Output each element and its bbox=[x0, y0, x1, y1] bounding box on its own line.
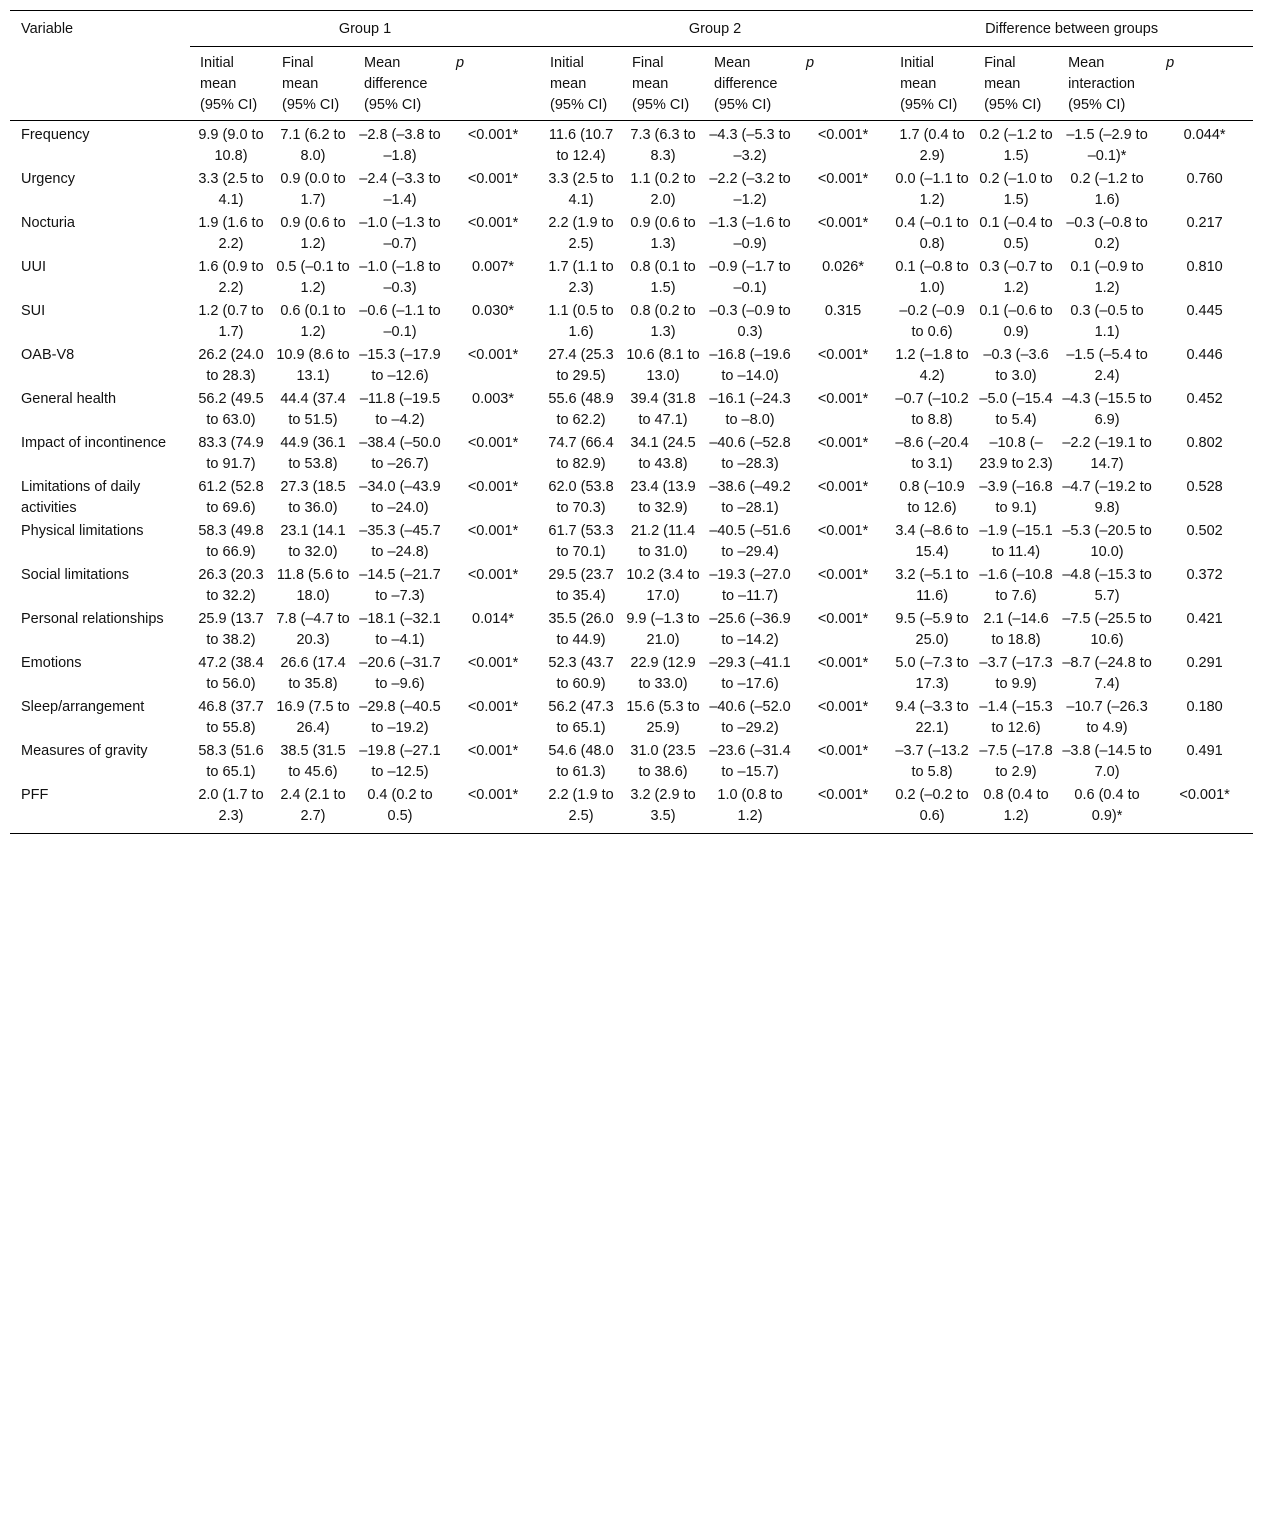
cell-g2-diff: –29.3 (–41.1 to –17.6) bbox=[709, 655, 791, 692]
cell-g2-p: <0.001* bbox=[817, 215, 869, 231]
cell-g2-p: 0.315 bbox=[824, 303, 862, 319]
cell-g2-final: 0.8 (0.1 to 1.5) bbox=[630, 259, 696, 296]
cell-g1-initial: 3.3 (2.5 to 4.1) bbox=[198, 171, 264, 208]
cell-g1-diff: –38.4 (–50.0 to –26.7) bbox=[359, 435, 441, 472]
cell-g1-p: <0.001* bbox=[467, 699, 519, 715]
row-label: Social limitations bbox=[21, 567, 129, 583]
header-g2-initial: Initial mean (95% CI) bbox=[550, 55, 608, 113]
cell-d-initial: 5.0 (–7.3 to 17.3) bbox=[895, 655, 969, 692]
cell-g2-diff: –40.6 (–52.8 to –28.3) bbox=[709, 435, 791, 472]
cell-g2-initial: 2.2 (1.9 to 2.5) bbox=[548, 215, 614, 252]
cell-d-interaction: 0.3 (–0.5 to 1.1) bbox=[1070, 303, 1144, 340]
row-label: Urgency bbox=[21, 171, 75, 187]
cell-g2-final: 9.9 (–1.3 to 21.0) bbox=[626, 611, 700, 648]
cell-g1-diff: –2.4 (–3.3 to –1.4) bbox=[359, 171, 441, 208]
cell-g2-p: 0.026* bbox=[822, 259, 865, 275]
cell-g2-final: 21.2 (11.4 to 31.0) bbox=[630, 523, 696, 560]
row-label: Nocturia bbox=[21, 215, 75, 231]
table-row bbox=[10, 169, 1253, 213]
cell-g2-initial: 74.7 (66.4 to 82.9) bbox=[548, 435, 614, 472]
cell-g1-initial: 46.8 (37.7 to 55.8) bbox=[198, 699, 264, 736]
cell-d-p: 0.445 bbox=[1186, 303, 1223, 319]
cell-g1-p: 0.030* bbox=[472, 303, 514, 319]
cell-g2-initial: 35.5 (26.0 to 44.9) bbox=[548, 611, 614, 648]
cell-g1-p: <0.001* bbox=[467, 787, 519, 803]
results-table bbox=[10, 10, 1253, 834]
table-row bbox=[10, 565, 1253, 609]
cell-g2-final: 1.1 (0.2 to 2.0) bbox=[630, 171, 696, 208]
header-row-groups bbox=[10, 11, 1253, 47]
cell-g2-initial: 29.5 (23.7 to 35.4) bbox=[548, 567, 614, 604]
cell-d-final: –5.0 (–15.4 to 5.4) bbox=[979, 391, 1053, 428]
cell-g2-final: 0.9 (0.6 to 1.3) bbox=[630, 215, 696, 252]
table-row bbox=[10, 213, 1253, 257]
row-label: Measures of gravity bbox=[21, 743, 148, 759]
cell-g2-final: 34.1 (24.5 to 43.8) bbox=[630, 435, 696, 472]
header-d-initial: Initial mean (95% CI) bbox=[900, 55, 958, 113]
cell-g2-initial: 1.7 (1.1 to 2.3) bbox=[548, 259, 614, 296]
cell-g1-diff: –15.3 (–17.9 to –12.6) bbox=[359, 347, 441, 384]
header-d-final: Final mean (95% CI) bbox=[984, 55, 1042, 113]
cell-d-p: 0.421 bbox=[1186, 611, 1223, 627]
cell-g2-diff: 1.0 (0.8 to 1.2) bbox=[717, 787, 783, 824]
cell-d-p: 0.180 bbox=[1186, 699, 1223, 715]
row-label: General health bbox=[21, 391, 117, 407]
cell-d-interaction: 0.2 (–1.2 to 1.6) bbox=[1070, 171, 1144, 208]
cell-d-initial: –0.2 (–0.9 to 0.6) bbox=[899, 303, 965, 340]
cell-d-initial: 1.2 (–1.8 to 4.2) bbox=[895, 347, 969, 384]
cell-g1-diff: –2.8 (–3.8 to –1.8) bbox=[359, 127, 441, 164]
cell-d-interaction: –4.7 (–19.2 to 9.8) bbox=[1062, 479, 1152, 516]
cell-d-p: 0.802 bbox=[1186, 435, 1223, 451]
row-label: Impact of incontinence bbox=[21, 435, 167, 451]
cell-g1-final: 44.9 (36.1 to 53.8) bbox=[280, 435, 346, 472]
cell-g2-diff: –0.3 (–0.9 to 0.3) bbox=[709, 303, 791, 340]
cell-g1-diff: –1.0 (–1.8 to –0.3) bbox=[359, 259, 441, 296]
cell-d-interaction: –1.5 (–5.4 to 2.4) bbox=[1066, 347, 1148, 384]
cell-d-p: 0.372 bbox=[1186, 567, 1223, 583]
cell-d-initial: –0.7 (–10.2 to 8.8) bbox=[895, 391, 969, 428]
cell-g1-p: 0.007* bbox=[472, 259, 514, 275]
table-row bbox=[10, 741, 1253, 785]
cell-g2-initial: 27.4 (25.3 to 29.5) bbox=[548, 347, 614, 384]
cell-g2-diff: –1.3 (–1.6 to –0.9) bbox=[709, 215, 791, 252]
cell-d-interaction: –2.2 (–19.1 to 14.7) bbox=[1062, 435, 1152, 472]
header-variable: Variable bbox=[21, 21, 74, 37]
cell-d-initial: 3.4 (–8.6 to 15.4) bbox=[895, 523, 969, 560]
cell-g1-diff: –14.5 (–21.7 to –7.3) bbox=[359, 567, 441, 604]
cell-g1-final: 0.9 (0.6 to 1.2) bbox=[280, 215, 346, 252]
cell-g1-p: <0.001* bbox=[467, 215, 519, 231]
cell-g1-initial: 1.2 (0.7 to 1.7) bbox=[198, 303, 264, 340]
table-row bbox=[10, 257, 1253, 301]
cell-d-interaction: 0.6 (0.4 to 0.9)* bbox=[1074, 787, 1140, 824]
cell-d-initial: 3.2 (–5.1 to 11.6) bbox=[895, 567, 969, 604]
cell-g1-p: 0.003* bbox=[472, 391, 514, 407]
cell-g2-diff: –16.8 (–19.6 to –14.0) bbox=[709, 347, 791, 384]
cell-g1-p: <0.001* bbox=[467, 127, 519, 143]
cell-g2-final: 7.3 (6.3 to 8.3) bbox=[630, 127, 696, 164]
cell-d-p: <0.001* bbox=[1179, 787, 1230, 803]
cell-g1-final: 10.9 (8.6 to 13.1) bbox=[276, 347, 350, 384]
cell-d-p: 0.491 bbox=[1186, 743, 1223, 759]
results-table-container bbox=[10, 10, 1253, 834]
cell-g1-p: <0.001* bbox=[467, 523, 519, 539]
cell-d-p: 0.291 bbox=[1186, 655, 1223, 671]
cell-g1-final: 0.5 (–0.1 to 1.2) bbox=[276, 259, 350, 296]
table-row bbox=[10, 477, 1253, 521]
table-row bbox=[10, 301, 1253, 345]
cell-g1-final: 23.1 (14.1 to 32.0) bbox=[280, 523, 346, 560]
cell-g2-p: <0.001* bbox=[817, 435, 869, 451]
table-row bbox=[10, 345, 1253, 389]
cell-g1-p: <0.001* bbox=[467, 655, 519, 671]
cell-g2-initial: 3.3 (2.5 to 4.1) bbox=[548, 171, 614, 208]
cell-g1-final: 2.4 (2.1 to 2.7) bbox=[280, 787, 346, 824]
table-row bbox=[10, 121, 1253, 170]
cell-g1-final: 16.9 (7.5 to 26.4) bbox=[276, 699, 350, 736]
row-label: Physical limitations bbox=[21, 523, 144, 539]
cell-g1-initial: 61.2 (52.8 to 69.6) bbox=[198, 479, 264, 516]
cell-d-initial: 0.2 (–0.2 to 0.6) bbox=[895, 787, 969, 824]
cell-g2-initial: 62.0 (53.8 to 70.3) bbox=[548, 479, 614, 516]
cell-g1-initial: 9.9 (9.0 to 10.8) bbox=[198, 127, 264, 164]
cell-d-final: –0.3 (–3.6 to 3.0) bbox=[983, 347, 1049, 384]
cell-g1-final: 44.4 (37.4 to 51.5) bbox=[280, 391, 346, 428]
table-row bbox=[10, 785, 1253, 834]
header-group-1: Group 1 bbox=[190, 11, 540, 47]
header-d-interaction: Mean interaction (95% CI) bbox=[1068, 55, 1135, 113]
header-g2-final: Final mean (95% CI) bbox=[632, 55, 690, 113]
cell-g2-diff: –25.6 (–36.9 to –14.2) bbox=[709, 611, 791, 648]
cell-g2-p: <0.001* bbox=[817, 479, 869, 495]
cell-d-initial: 9.4 (–3.3 to 22.1) bbox=[895, 699, 969, 736]
cell-g2-initial: 55.6 (48.9 to 62.2) bbox=[548, 391, 614, 428]
cell-d-initial: –3.7 (–13.2 to 5.8) bbox=[895, 743, 969, 780]
cell-g2-initial: 61.7 (53.3 to 70.1) bbox=[548, 523, 614, 560]
header-g1-p: p bbox=[456, 55, 465, 71]
cell-d-interaction: –3.8 (–14.5 to 7.0) bbox=[1062, 743, 1152, 780]
row-label: PFF bbox=[21, 787, 49, 803]
cell-g2-initial: 11.6 (10.7 to 12.4) bbox=[548, 127, 614, 164]
cell-g1-p: <0.001* bbox=[467, 743, 519, 759]
cell-d-p: 0.810 bbox=[1186, 259, 1223, 275]
row-label: Limitations of daily activities bbox=[21, 479, 141, 516]
row-label: UUI bbox=[21, 259, 46, 275]
header-g2-diff: Mean difference (95% CI) bbox=[714, 55, 778, 113]
cell-g1-initial: 26.2 (24.0 to 28.3) bbox=[198, 347, 264, 384]
cell-g2-diff: –40.6 (–52.0 to –29.2) bbox=[709, 699, 791, 736]
cell-g1-p: <0.001* bbox=[467, 347, 519, 363]
cell-d-p: 0.502 bbox=[1186, 523, 1223, 539]
cell-g1-final: 0.9 (0.0 to 1.7) bbox=[280, 171, 346, 208]
cell-g1-initial: 1.9 (1.6 to 2.2) bbox=[198, 215, 264, 252]
cell-d-initial: 1.7 (0.4 to 2.9) bbox=[899, 127, 965, 164]
cell-d-interaction: –1.5 (–2.9 to –0.1)* bbox=[1066, 127, 1148, 164]
cell-d-final: 0.1 (–0.6 to 0.9) bbox=[979, 303, 1053, 340]
cell-g1-diff: –29.8 (–40.5 to –19.2) bbox=[359, 699, 441, 736]
cell-g2-diff: –2.2 (–3.2 to –1.2) bbox=[709, 171, 791, 208]
cell-g1-final: 7.1 (6.2 to 8.0) bbox=[280, 127, 346, 164]
cell-d-final: –10.8 (–23.9 to 2.3) bbox=[979, 435, 1053, 472]
cell-g1-p: <0.001* bbox=[467, 567, 519, 583]
cell-g1-final: 27.3 (18.5 to 36.0) bbox=[280, 479, 346, 516]
cell-d-p: 0.044* bbox=[1183, 127, 1226, 143]
cell-d-final: –1.4 (–15.3 to 12.6) bbox=[979, 699, 1053, 736]
cell-g2-initial: 52.3 (43.7 to 60.9) bbox=[548, 655, 614, 692]
cell-g2-diff: –4.3 (–5.3 to –3.2) bbox=[709, 127, 791, 164]
cell-d-initial: –8.6 (–20.4 to 3.1) bbox=[895, 435, 969, 472]
cell-d-final: 2.1 (–14.6 to 18.8) bbox=[983, 611, 1049, 648]
row-label: Sleep/arrangement bbox=[21, 699, 145, 715]
cell-d-final: 0.2 (–1.0 to 1.5) bbox=[979, 171, 1053, 208]
cell-g1-p: <0.001* bbox=[467, 479, 519, 495]
cell-d-final: –1.6 (–10.8 to 7.6) bbox=[979, 567, 1053, 604]
cell-g1-final: 38.5 (31.5 to 45.6) bbox=[280, 743, 346, 780]
cell-d-final: –3.7 (–17.3 to 9.9) bbox=[979, 655, 1053, 692]
header-g1-initial: Initial mean (95% CI) bbox=[200, 55, 258, 113]
cell-g2-initial: 2.2 (1.9 to 2.5) bbox=[548, 787, 614, 824]
cell-d-initial: 0.1 (–0.8 to 1.0) bbox=[895, 259, 969, 296]
cell-g2-final: 31.0 (23.5 to 38.6) bbox=[630, 743, 696, 780]
cell-d-interaction: –7.5 (–25.5 to 10.6) bbox=[1062, 611, 1152, 648]
cell-d-interaction: –8.7 (–24.8 to 7.4) bbox=[1062, 655, 1152, 692]
cell-g2-p: <0.001* bbox=[817, 611, 869, 627]
cell-g2-final: 22.9 (12.9 to 33.0) bbox=[630, 655, 696, 692]
cell-d-p: 0.528 bbox=[1186, 479, 1223, 495]
cell-d-interaction: –0.3 (–0.8 to 0.2) bbox=[1066, 215, 1148, 252]
cell-g1-initial: 25.9 (13.7 to 38.2) bbox=[198, 611, 264, 648]
cell-g2-final: 10.2 (3.4 to 17.0) bbox=[626, 567, 700, 604]
cell-g2-diff: –16.1 (–24.3 to –8.0) bbox=[709, 391, 791, 428]
cell-g1-initial: 58.3 (49.8 to 66.9) bbox=[198, 523, 264, 560]
cell-d-interaction: –5.3 (–20.5 to 10.0) bbox=[1062, 523, 1152, 560]
cell-d-initial: 9.5 (–5.9 to 25.0) bbox=[895, 611, 969, 648]
cell-g1-diff: –35.3 (–45.7 to –24.8) bbox=[359, 523, 441, 560]
cell-g2-p: <0.001* bbox=[817, 743, 869, 759]
cell-g2-p: <0.001* bbox=[817, 347, 869, 363]
cell-g2-diff: –38.6 (–49.2 to –28.1) bbox=[709, 479, 791, 516]
cell-d-initial: 0.8 (–10.9 to 12.6) bbox=[899, 479, 965, 516]
row-label: Personal relationships bbox=[21, 611, 164, 627]
cell-g1-initial: 47.2 (38.4 to 56.0) bbox=[198, 655, 264, 692]
cell-g1-initial: 83.3 (74.9 to 91.7) bbox=[198, 435, 264, 472]
cell-g2-initial: 54.6 (48.0 to 61.3) bbox=[548, 743, 614, 780]
cell-g2-p: <0.001* bbox=[817, 391, 869, 407]
cell-g1-diff: –18.1 (–32.1 to –4.1) bbox=[359, 611, 441, 648]
cell-g2-diff: –23.6 (–31.4 to –15.7) bbox=[709, 743, 791, 780]
cell-g1-initial: 2.0 (1.7 to 2.3) bbox=[198, 787, 264, 824]
table-row bbox=[10, 697, 1253, 741]
cell-g1-final: 7.8 (–4.7 to 20.3) bbox=[276, 611, 350, 648]
header-d-p: p bbox=[1166, 55, 1175, 71]
cell-g2-final: 15.6 (5.3 to 25.9) bbox=[626, 699, 700, 736]
table-row bbox=[10, 389, 1253, 433]
table-row bbox=[10, 433, 1253, 477]
cell-d-p: 0.452 bbox=[1186, 391, 1223, 407]
cell-g2-p: <0.001* bbox=[817, 523, 869, 539]
cell-d-final: 0.3 (–0.7 to 1.2) bbox=[979, 259, 1053, 296]
header-group-2: Group 2 bbox=[540, 11, 890, 47]
row-label: SUI bbox=[21, 303, 46, 319]
cell-g1-initial: 26.3 (20.3 to 32.2) bbox=[198, 567, 264, 604]
cell-g1-diff: –0.6 (–1.1 to –0.1) bbox=[359, 303, 441, 340]
cell-g2-p: <0.001* bbox=[817, 567, 869, 583]
cell-d-final: –7.5 (–17.8 to 2.9) bbox=[979, 743, 1053, 780]
cell-g1-diff: 0.4 (0.2 to 0.5) bbox=[367, 787, 433, 824]
table-row bbox=[10, 521, 1253, 565]
cell-g1-diff: –20.6 (–31.7 to –9.6) bbox=[359, 655, 441, 692]
cell-d-interaction: –4.3 (–15.5 to 6.9) bbox=[1062, 391, 1152, 428]
cell-d-p: 0.217 bbox=[1186, 215, 1223, 231]
row-label: OAB-V8 bbox=[21, 347, 75, 363]
cell-d-final: –3.9 (–16.8 to 9.1) bbox=[979, 479, 1053, 516]
cell-g1-p: 0.014* bbox=[472, 611, 514, 627]
cell-g1-diff: –1.0 (–1.3 to –0.7) bbox=[359, 215, 441, 252]
cell-g1-p: <0.001* bbox=[467, 435, 519, 451]
cell-g1-initial: 58.3 (51.6 to 65.1) bbox=[198, 743, 264, 780]
cell-d-p: 0.760 bbox=[1186, 171, 1223, 187]
cell-g2-final: 3.2 (2.9 to 3.5) bbox=[630, 787, 696, 824]
cell-d-interaction: –10.7 (–26.3 to 4.9) bbox=[1066, 699, 1148, 736]
cell-g2-final: 10.6 (8.1 to 13.0) bbox=[626, 347, 700, 384]
cell-g2-p: <0.001* bbox=[817, 127, 869, 143]
cell-g1-diff: –19.8 (–27.1 to –12.5) bbox=[359, 743, 441, 780]
cell-d-interaction: –4.8 (–15.3 to 5.7) bbox=[1062, 567, 1152, 604]
cell-d-final: 0.1 (–0.4 to 0.5) bbox=[979, 215, 1053, 252]
cell-g2-p: <0.001* bbox=[817, 699, 869, 715]
cell-d-p: 0.446 bbox=[1186, 347, 1223, 363]
cell-g1-initial: 1.6 (0.9 to 2.2) bbox=[198, 259, 264, 296]
header-g1-diff: Mean difference (95% CI) bbox=[364, 55, 428, 113]
cell-g1-diff: –34.0 (–43.9 to –24.0) bbox=[359, 479, 441, 516]
cell-g2-diff: –19.3 (–27.0 to –11.7) bbox=[709, 567, 791, 604]
cell-g1-final: 0.6 (0.1 to 1.2) bbox=[280, 303, 346, 340]
header-row-columns bbox=[10, 47, 1253, 121]
cell-g2-final: 39.4 (31.8 to 47.1) bbox=[630, 391, 696, 428]
cell-d-interaction: 0.1 (–0.9 to 1.2) bbox=[1070, 259, 1144, 296]
cell-g1-p: <0.001* bbox=[467, 171, 519, 187]
header-g2-p: p bbox=[806, 55, 815, 71]
cell-d-initial: 0.4 (–0.1 to 0.8) bbox=[895, 215, 969, 252]
row-label: Emotions bbox=[21, 655, 82, 671]
cell-g1-initial: 56.2 (49.5 to 63.0) bbox=[198, 391, 264, 428]
table-row bbox=[10, 609, 1253, 653]
cell-g2-p: <0.001* bbox=[817, 171, 869, 187]
cell-d-final: 0.8 (0.4 to 1.2) bbox=[983, 787, 1049, 824]
cell-g2-final: 0.8 (0.2 to 1.3) bbox=[630, 303, 696, 340]
cell-g2-initial: 1.1 (0.5 to 1.6) bbox=[548, 303, 614, 340]
cell-g2-final: 23.4 (13.9 to 32.9) bbox=[630, 479, 696, 516]
cell-d-initial: 0.0 (–1.1 to 1.2) bbox=[895, 171, 969, 208]
cell-d-final: –1.9 (–15.1 to 11.4) bbox=[979, 523, 1053, 560]
cell-g1-final: 11.8 (5.6 to 18.0) bbox=[276, 567, 350, 604]
header-difference: Difference between groups bbox=[890, 11, 1253, 47]
cell-d-final: 0.2 (–1.2 to 1.5) bbox=[979, 127, 1053, 164]
header-g1-final: Final mean (95% CI) bbox=[282, 55, 340, 113]
cell-g2-p: <0.001* bbox=[817, 787, 869, 803]
cell-g1-diff: –11.8 (–19.5 to –4.2) bbox=[359, 391, 441, 428]
cell-g2-diff: –0.9 (–1.7 to –0.1) bbox=[709, 259, 791, 296]
table-row bbox=[10, 653, 1253, 697]
cell-g1-final: 26.6 (17.4 to 35.8) bbox=[280, 655, 346, 692]
cell-g2-diff: –40.5 (–51.6 to –29.4) bbox=[709, 523, 791, 560]
table-body bbox=[10, 121, 1253, 834]
row-label: Frequency bbox=[21, 127, 90, 143]
cell-g2-initial: 56.2 (47.3 to 65.1) bbox=[548, 699, 614, 736]
cell-g2-p: <0.001* bbox=[817, 655, 869, 671]
